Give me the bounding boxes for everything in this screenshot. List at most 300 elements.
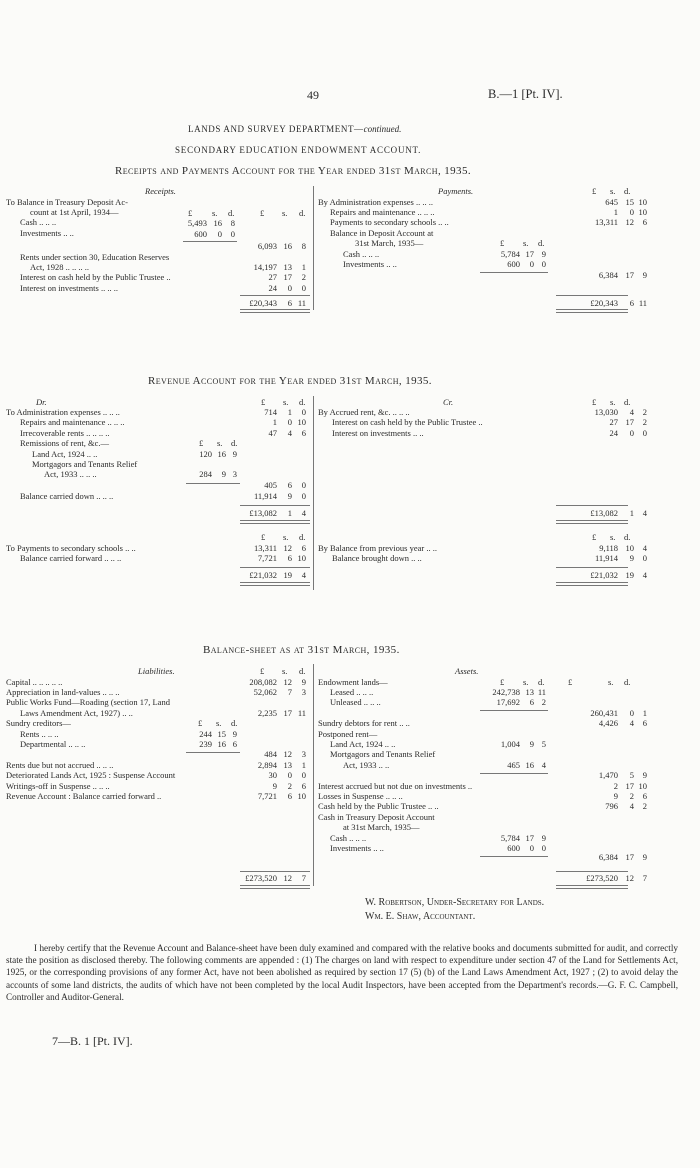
text-cell: Land Act, 1924 .. ..	[330, 739, 396, 749]
liabilities-heading: Liabilities.	[138, 666, 175, 676]
text-cell: 4	[629, 718, 634, 728]
rule-line	[240, 520, 310, 524]
rule-line	[240, 885, 310, 889]
text-cell: 10	[297, 791, 306, 801]
text-cell: Balance brought down .. ..	[332, 553, 422, 563]
text-cell: £	[592, 186, 597, 196]
text-cell: 465	[507, 760, 520, 770]
rule-line	[556, 520, 628, 524]
text-cell: 405	[264, 480, 277, 490]
text-cell: 239	[199, 739, 212, 749]
text-cell: 0	[217, 229, 222, 239]
text-cell: 11	[297, 708, 306, 718]
text-cell: 9	[287, 491, 292, 501]
footer-reference: 7—B. 1 [Pt. IV].	[52, 1034, 133, 1048]
text-cell: d.	[299, 666, 306, 676]
rule-line	[240, 295, 310, 296]
text-cell: 4	[642, 508, 647, 518]
text-cell: £	[188, 208, 193, 218]
rule-line	[556, 505, 628, 506]
text-cell: 4	[541, 760, 546, 770]
text-cell: Leased .. .. ..	[330, 687, 374, 697]
rule-line	[240, 582, 310, 586]
audit-certificate: I hereby certify that the Revenue Account and Balance-sheet have been duly examined and compared with the relative books and documents submitted for audit, and correctly state the position as disclosed thereby. The following comments are appended : (1) The charges on land with respect to expenditure under section 47 of the Land for Settlements Act, 1925, or the corresponding provisions of any former Act, have not been abolished as required by section 17 (5) (b) of the Land Laws Amendment Act, 1927 ; (2) to avoid delay the accounts of some land districts, the audits of which have not been completed by the local Audit Inspectors, have been accepted from the Department's records.—G. F. C. Campbell, Controller and Auditor-General.	[6, 943, 678, 1002]
text-cell: 9	[221, 469, 226, 479]
text-cell: Public Works Fund—Roading (section 17, Land	[6, 697, 170, 707]
text-cell: To Payments to secondary schools .. ..	[6, 543, 136, 553]
text-cell: 0	[230, 229, 235, 239]
text-cell: By Accrued rent, &c. .. .. ..	[318, 407, 410, 417]
text-cell: s.	[283, 532, 289, 542]
assets-total: £273,520	[586, 873, 618, 883]
text-cell: 10	[297, 553, 306, 563]
text-cell: Interest accrued but not due on investments ..	[318, 781, 473, 791]
text-cell: Irrecoverable rents .. .. .. ..	[20, 428, 110, 438]
text-cell: Cash .. .. ..	[20, 217, 57, 227]
text-cell: 2	[629, 791, 634, 801]
text-cell: d.	[231, 438, 238, 448]
text-cell: 5	[541, 739, 546, 749]
rule-line	[480, 710, 548, 711]
text-cell: 27	[609, 417, 618, 427]
revenue-right-total: £13,082	[590, 508, 618, 518]
text-cell: 13	[283, 262, 292, 272]
text-cell: 9	[541, 833, 546, 843]
text-cell: d.	[231, 718, 238, 728]
text-cell: 714	[264, 407, 277, 417]
text-cell: Repairs and maintenance .. .. ..	[330, 207, 435, 217]
text-cell: 7	[642, 873, 647, 883]
text-cell: Act, 1928 .. .. .. ..	[30, 262, 90, 272]
text-cell: 2	[613, 781, 618, 791]
receipts-total: £20,343	[249, 298, 277, 308]
text-cell: 8	[301, 241, 306, 251]
rule-line	[186, 483, 240, 484]
text-cell: 12	[283, 749, 292, 759]
text-cell: 14,197	[253, 262, 277, 272]
page-number: 49	[307, 88, 319, 102]
text-cell: 30	[268, 770, 277, 780]
text-cell: 6,384	[598, 852, 618, 862]
text-cell: 4	[301, 570, 306, 580]
text-cell: 16	[283, 241, 292, 251]
text-cell: at 31st March, 1935—	[343, 822, 420, 832]
text-cell: s.	[283, 397, 289, 407]
text-cell: 1,470	[598, 770, 618, 780]
text-cell: s.	[217, 438, 223, 448]
rule-line	[240, 871, 310, 872]
text-cell: Balance carried forward .. .. ..	[20, 553, 122, 563]
signature-under-secretary: W. Robertson, Under-Secretary for Lands.	[365, 897, 545, 908]
text-cell: 16	[213, 218, 222, 228]
text-cell: 0	[301, 407, 306, 417]
text-cell: 2	[301, 272, 306, 282]
text-cell: s.	[282, 666, 288, 676]
text-cell: To Administration expenses .. .. ..	[6, 407, 120, 417]
text-cell: 3	[301, 687, 306, 697]
text-cell: s.	[523, 677, 529, 687]
text-cell: 9	[642, 852, 647, 862]
text-cell: 1	[301, 262, 306, 272]
text-cell: Interest on investments .. ..	[332, 428, 424, 438]
rule-line	[240, 505, 310, 506]
text-cell: Sundry debtors for rent .. ..	[318, 718, 410, 728]
text-cell: 9	[642, 270, 647, 280]
text-cell: 484	[264, 749, 277, 759]
rule-line	[480, 856, 548, 857]
text-cell: Act, 1933 .. ..	[343, 760, 390, 770]
text-cell: 4	[642, 543, 647, 553]
text-cell: 4	[287, 428, 292, 438]
text-cell: Unleased .. .. ..	[330, 697, 381, 707]
text-cell: 4	[301, 508, 306, 518]
text-cell: 17	[625, 852, 634, 862]
payments-heading: Payments.	[438, 186, 474, 196]
text-cell: 17	[283, 272, 292, 282]
text-cell: 17,692	[496, 697, 520, 707]
text-cell: 6	[301, 781, 306, 791]
text-cell: 11	[638, 298, 647, 308]
text-cell: 3	[232, 469, 237, 479]
text-cell: Remissions of rent, &c.—	[20, 438, 110, 448]
text-cell: 17	[283, 708, 292, 718]
text-cell: Mortgagors and Tenants Relief	[32, 459, 138, 469]
text-cell: Payments to secondary schools .. ..	[330, 217, 449, 227]
text-cell: 9	[301, 677, 306, 687]
text-cell: 796	[605, 801, 618, 811]
text-cell: 11,914	[253, 491, 277, 501]
text-cell: 12	[283, 677, 292, 687]
text-cell: 600	[507, 843, 520, 853]
assets-heading: Assets.	[455, 666, 479, 676]
text-cell: £	[198, 718, 203, 728]
text-cell: s.	[610, 397, 616, 407]
text-cell: 4,426	[598, 718, 618, 728]
text-cell: 10	[638, 207, 647, 217]
rule-line	[183, 241, 237, 242]
text-cell: 1	[287, 407, 292, 417]
text-cell: Endowment lands—	[318, 677, 388, 687]
text-cell: 6	[642, 791, 647, 801]
text-cell: 16	[217, 449, 226, 459]
text-cell: 16	[217, 739, 226, 749]
rule-line	[556, 295, 628, 296]
text-cell: 11	[297, 298, 306, 308]
text-cell: 6,384	[598, 270, 618, 280]
text-cell: 5,493	[187, 218, 207, 228]
rule-line	[556, 309, 628, 313]
text-cell: d.	[299, 397, 306, 407]
text-cell: Investments .. ..	[330, 843, 384, 853]
text-cell: Revenue Account : Balance carried forward ..	[6, 791, 162, 801]
receipts-heading: Receipts.	[145, 186, 176, 196]
text-cell: 2	[287, 781, 292, 791]
divider	[313, 664, 314, 886]
text-cell: count at 1st April, 1934—	[30, 207, 119, 217]
page-reference: B.—1 [Pt. IV].	[488, 87, 563, 101]
rule-line	[556, 871, 628, 872]
text-cell: By Balance from previous year .. ..	[318, 543, 437, 553]
text-cell: Cash in Treasury Deposit Account	[318, 812, 435, 822]
text-cell: 8	[230, 218, 235, 228]
revenue-left2-total: £21,032	[249, 570, 277, 580]
liabilities-total: £273,520	[245, 873, 277, 883]
rule-line	[240, 567, 310, 568]
text-cell: 0	[529, 843, 534, 853]
text-cell: £	[261, 532, 266, 542]
text-cell: 0	[301, 480, 306, 490]
text-cell: 4	[629, 801, 634, 811]
text-cell: Appreciation in land-values .. .. ..	[6, 687, 120, 697]
text-cell: d.	[228, 208, 235, 218]
text-cell: 9	[232, 729, 237, 739]
text-cell: Cash .. .. ..	[330, 833, 367, 843]
text-cell: 24	[268, 283, 277, 293]
text-cell: 6	[287, 480, 292, 490]
text-cell: d.	[624, 677, 631, 687]
text-cell: 5,784	[500, 833, 520, 843]
text-cell: 0	[529, 259, 534, 269]
text-cell: Interest on cash held by the Public Trustee ..	[20, 272, 171, 282]
text-cell: d.	[299, 532, 306, 542]
text-cell: 6	[287, 553, 292, 563]
text-cell: 600	[507, 259, 520, 269]
text-cell: 1	[642, 708, 647, 718]
text-cell: s.	[523, 238, 529, 248]
text-cell: Laws Amendment Act, 1927) .. ..	[20, 708, 133, 718]
text-cell: 9	[613, 791, 618, 801]
text-cell: 7,721	[257, 553, 277, 563]
text-cell: 0	[642, 553, 647, 563]
divider	[313, 396, 314, 590]
text-cell: 2	[642, 801, 647, 811]
revenue-right2-total: £21,032	[590, 570, 618, 580]
text-cell: 12	[625, 217, 634, 227]
text-cell: Deteriorated Lands Act, 1925 : Suspense Account	[6, 770, 176, 780]
text-cell: 17	[625, 270, 634, 280]
text-cell: 6	[232, 739, 237, 749]
text-cell: 10	[638, 197, 647, 207]
text-cell: 9	[232, 449, 237, 459]
text-cell: d.	[624, 532, 631, 542]
text-cell: 17	[525, 249, 534, 259]
text-cell: 260,431	[590, 708, 618, 718]
text-cell: 0	[301, 283, 306, 293]
text-cell: Land Act, 1924 .. ..	[32, 449, 98, 459]
text-cell: 6	[287, 791, 292, 801]
text-cell: 6,093	[257, 241, 277, 251]
text-cell: 6	[529, 697, 534, 707]
text-cell: Postponed rent—	[318, 729, 378, 739]
text-cell: 12	[283, 873, 292, 883]
text-cell: 17	[625, 781, 634, 791]
text-cell: 0	[287, 417, 292, 427]
text-cell: 31st March, 1935—	[355, 238, 424, 248]
text-cell: 7,721	[257, 791, 277, 801]
text-cell: 244	[199, 729, 212, 739]
rule-line	[556, 582, 628, 586]
text-cell: 17	[525, 833, 534, 843]
text-cell: £	[500, 238, 505, 248]
text-cell: £	[260, 208, 265, 218]
text-cell: By Administration expenses .. .. ..	[318, 197, 433, 207]
text-cell: 0	[301, 770, 306, 780]
text-cell: 0	[301, 491, 306, 501]
text-cell: 9	[529, 739, 534, 749]
text-cell: 0	[629, 428, 634, 438]
text-cell: 1	[272, 417, 277, 427]
text-cell: d.	[624, 186, 631, 196]
text-cell: continued.	[363, 124, 402, 134]
text-cell: 0	[541, 843, 546, 853]
text-cell: 9	[541, 249, 546, 259]
text-cell: 0	[629, 708, 634, 718]
text-cell: £	[260, 666, 265, 676]
text-cell: Mortgagors and Tenants Relief	[330, 749, 436, 759]
text-cell: 10	[638, 781, 647, 791]
text-cell: 47	[268, 428, 277, 438]
divider	[313, 186, 314, 310]
fund-title: SECONDARY EDUCATION ENDOWMENT ACCOUNT.	[175, 145, 422, 155]
revenue-title: Revenue Account for the Year ended 31st March, 1935.	[148, 375, 432, 387]
text-cell: 1	[287, 508, 292, 518]
text-cell: 5,784	[500, 249, 520, 259]
receipts-title: Receipts and Payments Account for the Year ended 31st March, 1935.	[115, 165, 472, 177]
signature-accountant: Wm. E. Shaw, Accountant.	[365, 911, 476, 922]
text-cell: £	[261, 397, 266, 407]
text-cell: 6	[301, 428, 306, 438]
text-cell: LANDS AND SURVEY DEPARTMENT—	[188, 124, 364, 134]
text-cell: 2,235	[257, 708, 277, 718]
text-cell: Sundry creditors—	[6, 718, 71, 728]
text-cell: Rents .. .. ..	[20, 729, 59, 739]
text-cell: Balance carried down .. .. ..	[20, 491, 114, 501]
text-cell: 13,311	[253, 543, 277, 553]
text-cell: 6	[287, 298, 292, 308]
text-cell: 24	[609, 428, 618, 438]
text-cell: 284	[199, 469, 212, 479]
text-cell: 208,082	[249, 677, 277, 687]
text-cell: Act, 1933 .. .. ..	[44, 469, 97, 479]
text-cell: 645	[605, 197, 618, 207]
text-cell: Rents due but not accrued .. .. ..	[6, 760, 114, 770]
text-cell: Interest on cash held by the Public Trustee ..	[332, 417, 483, 427]
payments-total: £20,343	[590, 298, 618, 308]
text-cell: Investments .. ..	[20, 228, 74, 238]
text-cell: 1	[629, 508, 634, 518]
text-cell: 2	[541, 697, 546, 707]
text-cell: 13,030	[594, 407, 618, 417]
text-cell: 17	[625, 417, 634, 427]
text-cell: 9,118	[599, 543, 618, 553]
text-cell: 11,914	[594, 553, 618, 563]
revenue-left-total: £13,082	[249, 508, 277, 518]
text-cell: 19	[283, 570, 292, 580]
text-cell: s.	[282, 208, 288, 218]
cr-label: Cr.	[443, 397, 454, 407]
text-cell: Investments .. ..	[343, 259, 397, 269]
text-cell: 0	[629, 207, 634, 217]
text-cell: d.	[538, 238, 545, 248]
text-cell: 242,738	[492, 687, 520, 697]
text-cell: Cash .. .. ..	[343, 249, 380, 259]
text-cell: 2	[642, 417, 647, 427]
text-cell: 600	[194, 229, 207, 239]
rule-line	[240, 309, 310, 313]
text-cell: s.	[216, 718, 222, 728]
text-cell: Cash held by the Public Trustee .. ..	[318, 801, 439, 811]
text-cell: 6	[301, 543, 306, 553]
text-cell: 3	[301, 749, 306, 759]
text-cell: £	[592, 532, 597, 542]
text-cell: s.	[610, 532, 616, 542]
text-cell: £	[199, 438, 204, 448]
text-cell: 10	[625, 543, 634, 553]
text-cell: 11	[537, 687, 546, 697]
text-cell: £	[592, 397, 597, 407]
text-cell: 6	[642, 718, 647, 728]
text-cell: Repairs and maintenance .. .. ..	[20, 417, 125, 427]
text-cell: 4	[629, 407, 634, 417]
text-cell: 9	[629, 553, 634, 563]
text-cell: 0	[541, 259, 546, 269]
rule-line	[556, 567, 628, 568]
text-cell: 9	[272, 781, 277, 791]
text-cell: d.	[299, 208, 306, 218]
rule-line	[556, 885, 628, 889]
text-cell: d.	[538, 677, 545, 687]
text-cell: s.	[610, 186, 616, 196]
dr-label: Dr.	[36, 397, 47, 407]
text-cell: 10	[297, 417, 306, 427]
text-cell: 13	[283, 760, 292, 770]
rule-line	[186, 752, 240, 753]
text-cell: 4	[642, 570, 647, 580]
text-cell: Capital .. .. .. .. ..	[6, 677, 63, 687]
text-cell: 16	[525, 760, 534, 770]
text-cell: Writings-off in Suspense .. .. ..	[6, 781, 110, 791]
text-cell: 6	[629, 298, 634, 308]
text-cell: 15	[217, 729, 226, 739]
text-cell: 13	[525, 687, 534, 697]
text-cell: Rents under section 30, Education Reserves	[20, 252, 170, 262]
text-cell: £	[500, 677, 505, 687]
text-cell: 5	[629, 770, 634, 780]
text-cell: 120	[199, 449, 212, 459]
text-cell: Departmental .. .. ..	[20, 739, 86, 749]
text-cell: £	[568, 677, 573, 687]
text-cell: 15	[625, 197, 634, 207]
rule-line	[480, 272, 548, 273]
text-cell: d.	[624, 397, 631, 407]
text-cell: 13,311	[594, 217, 618, 227]
text-cell: 52,062	[253, 687, 277, 697]
text-cell: Balance in Deposit Account at	[330, 228, 434, 238]
text-cell: To Balance in Treasury Deposit Ac-	[6, 197, 128, 207]
balance-title: Balance-sheet as at 31st March, 1935.	[203, 644, 400, 656]
text-cell: Losses in Suspense .. .. ..	[318, 791, 403, 801]
text-cell: 1,004	[500, 739, 520, 749]
text-cell: s.	[608, 677, 614, 687]
text-cell: 7	[287, 687, 292, 697]
text-cell: 27	[268, 272, 277, 282]
text-cell: 2	[642, 407, 647, 417]
text-cell: 0	[287, 283, 292, 293]
text-cell: 0	[287, 770, 292, 780]
text-cell: 6	[642, 217, 647, 227]
text-cell: 19	[625, 570, 634, 580]
text-cell: 9	[642, 770, 647, 780]
